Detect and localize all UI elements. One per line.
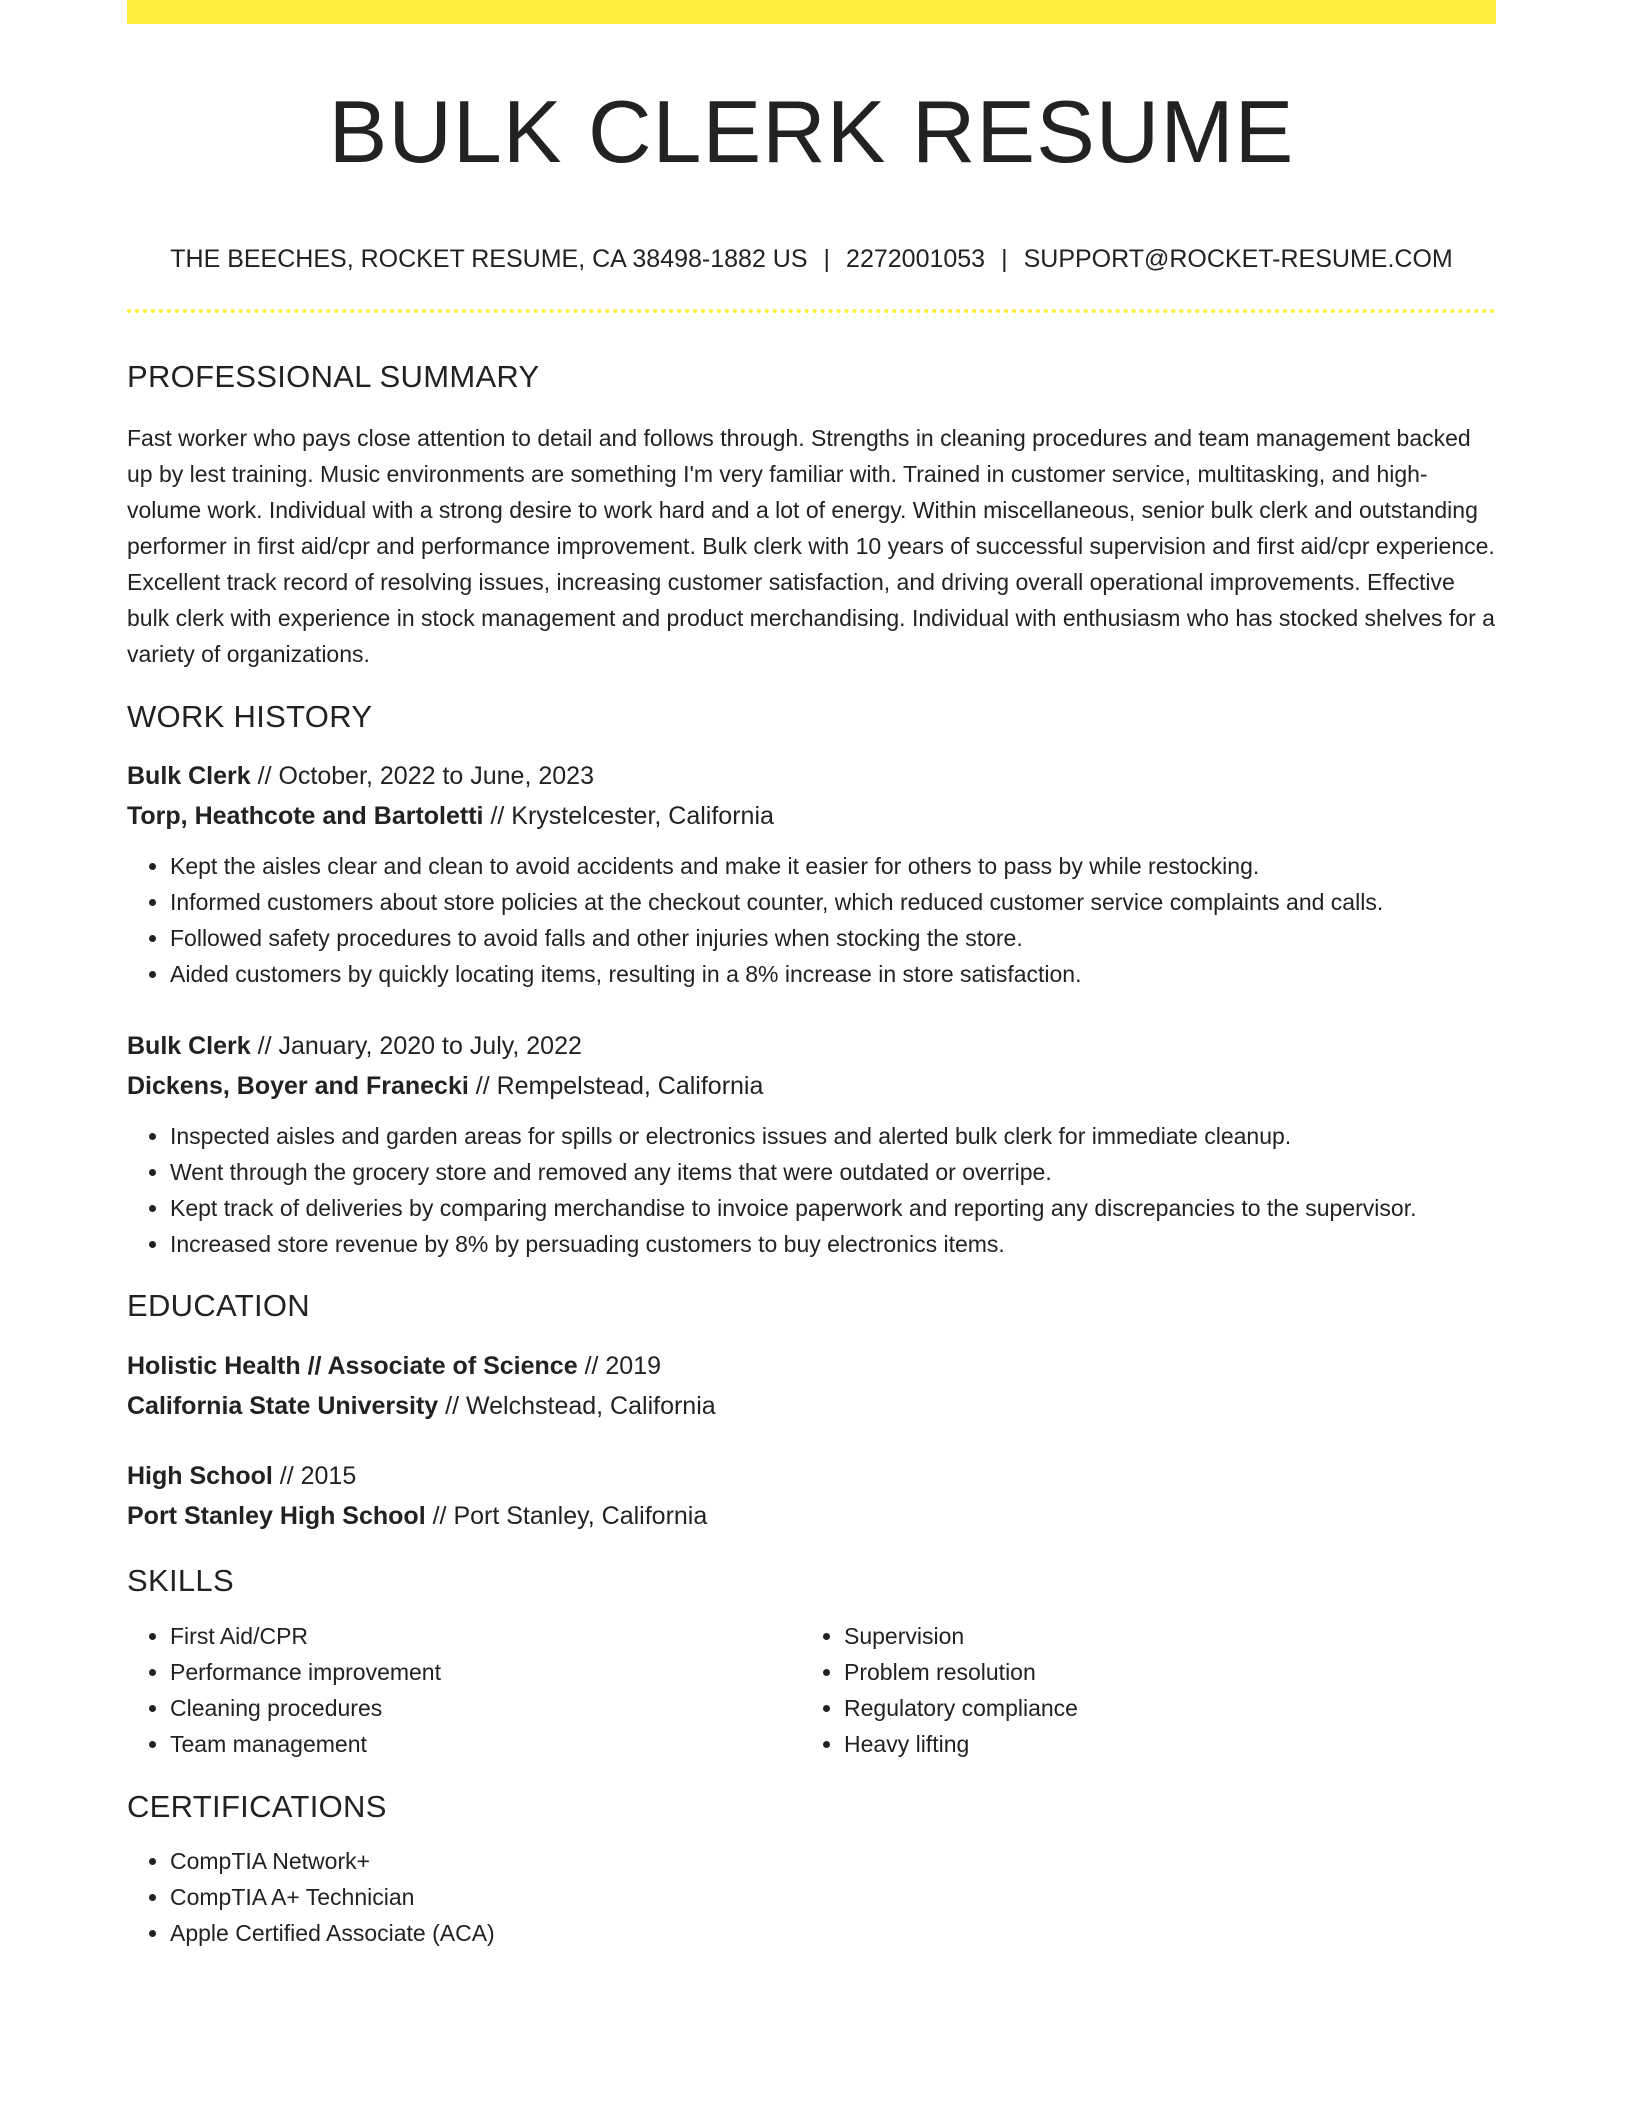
job-bullets <box>127 848 1496 992</box>
list-item: • Followed safety procedures to avoid falls and other injuries when stocking the store. <box>170 920 1496 956</box>
certifications-list <box>127 1843 1496 1951</box>
education-degree-line <box>127 1346 1496 1386</box>
list-item: • Went through the grocery store and removed any items that were outdated or overripe. <box>170 1154 1496 1190</box>
job-role-line <box>127 756 1496 796</box>
skills-list <box>127 1618 801 1762</box>
skills-column-left <box>127 1618 801 1762</box>
skill-item: • Team management <box>170 1726 801 1762</box>
section-title-summary: PROFESSIONAL SUMMARY <box>127 358 540 394</box>
job-role-line <box>127 1026 1496 1066</box>
job-role: Bulk Clerk <box>127 1032 251 1061</box>
education-degree: Holistic Health // Associate of Science <box>127 1352 578 1381</box>
skill-item: • Problem resolution <box>844 1654 1496 1690</box>
skill-item: • Cleaning procedures <box>170 1690 801 1726</box>
education-school: California State University <box>127 1392 439 1421</box>
section-title-education: EDUCATION <box>127 1288 310 1324</box>
certification-item: • Apple Certified Associate (ACA) <box>170 1915 1496 1951</box>
skill-item: • Regulatory compliance <box>844 1690 1496 1726</box>
skills-list <box>801 1618 1496 1762</box>
education-year: // 2019 <box>577 1352 662 1381</box>
education-degree: High School <box>127 1462 273 1491</box>
skill-item: • Performance improvement <box>170 1654 801 1690</box>
education-degree-line <box>127 1456 1496 1496</box>
skill-item: • Supervision <box>844 1618 1496 1654</box>
job-location: // Krystelcester, California <box>483 802 774 831</box>
job-dates: // January, 2020 to July, 2022 <box>250 1032 582 1061</box>
education-location: // Port Stanley, California <box>425 1502 708 1531</box>
job-company-line <box>127 796 1496 836</box>
certification-item: • CompTIA Network+ <box>170 1843 1496 1879</box>
job-company: Dickens, Boyer and Franecki <box>127 1072 469 1101</box>
list-item: • Increased store revenue by 8% by persuading customers to buy electronics items. <box>170 1226 1496 1262</box>
dotted-divider <box>127 309 1496 313</box>
education-entry <box>127 1346 1496 1426</box>
job-company: Torp, Heathcote and Bartoletti <box>127 802 484 831</box>
job-bullets <box>127 1118 1496 1262</box>
resume-title: BULK CLERK RESUME <box>328 82 1295 181</box>
accent-top-bar <box>127 0 1496 24</box>
education-entry <box>127 1456 1496 1536</box>
contact-email: SUPPORT@ROCKET-RESUME.COM <box>1023 244 1453 273</box>
job-company-line <box>127 1066 1496 1106</box>
list-item: • Aided customers by quickly locating items, resulting in a 8% increase in store satisfaction. <box>170 956 1496 992</box>
skill-item: • Heavy lifting <box>844 1726 1496 1762</box>
education-year: // 2015 <box>272 1462 357 1491</box>
list-item: • Informed customers about store policies at the checkout counter, which reduced customer service complaints and calls. <box>170 884 1496 920</box>
resume-page <box>127 0 1496 1951</box>
education-school: Port Stanley High School <box>127 1502 426 1531</box>
summary-text: Fast worker who pays close attention to detail and follows through. Strengths in cleaning procedures and team management backed up by lest training. Music environments are something I'm very familiar with. Trained in customer service, multitasking, and high-volume work. Individual with a strong desire to work hard and a lot of energy. Within miscellaneous, senior bulk clerk and outstanding performer in first aid/cpr and performance improvement. Bulk clerk with 10 years of successful supervision and first aid/cpr experience. Excellent track record of resolving issues, increasing customer satisfaction, and driving overall operational improvements. Effective bulk clerk with experience in stock management and product merchandising. Individual with enthusiasm who has stocked shelves for a variety of organizations. <box>127 424 1495 667</box>
list-item: • Kept the aisles clear and clean to avoid accidents and make it easier for others to pass by while restocking. <box>170 848 1496 884</box>
job-location: // Rempelstead, California <box>468 1072 764 1101</box>
education-location: // Welchstead, California <box>438 1392 716 1421</box>
section-title-work-history: WORK HISTORY <box>127 698 373 734</box>
education-school-line <box>127 1386 1496 1426</box>
education-school-line <box>127 1496 1496 1536</box>
skills-grid <box>127 1618 1496 1762</box>
contact-separator: | <box>823 244 831 273</box>
contact-line <box>127 245 1496 274</box>
section-title-certifications: CERTIFICATIONS <box>127 1788 387 1824</box>
skill-item: • First Aid/CPR <box>170 1618 801 1654</box>
contact-phone: 2272001053 <box>846 244 986 273</box>
job-entry <box>127 756 1496 992</box>
section-title-skills: SKILLS <box>127 1563 234 1599</box>
job-entry <box>127 1026 1496 1262</box>
list-item: • Kept track of deliveries by comparing merchandise to invoice paperwork and reporting any discrepancies to the supervisor. <box>170 1190 1496 1226</box>
contact-separator: | <box>1001 244 1008 273</box>
skills-column-right <box>801 1618 1496 1762</box>
list-item: • Inspected aisles and garden areas for spills or electronics issues and alerted bulk clerk for immediate cleanup. <box>170 1118 1496 1154</box>
job-role: Bulk Clerk <box>127 762 251 791</box>
certification-item: • CompTIA A+ Technician <box>170 1879 1496 1915</box>
job-dates: // October, 2022 to June, 2023 <box>250 762 594 791</box>
contact-address: THE BEECHES, ROCKET RESUME, CA 38498-1882 US <box>170 244 808 273</box>
